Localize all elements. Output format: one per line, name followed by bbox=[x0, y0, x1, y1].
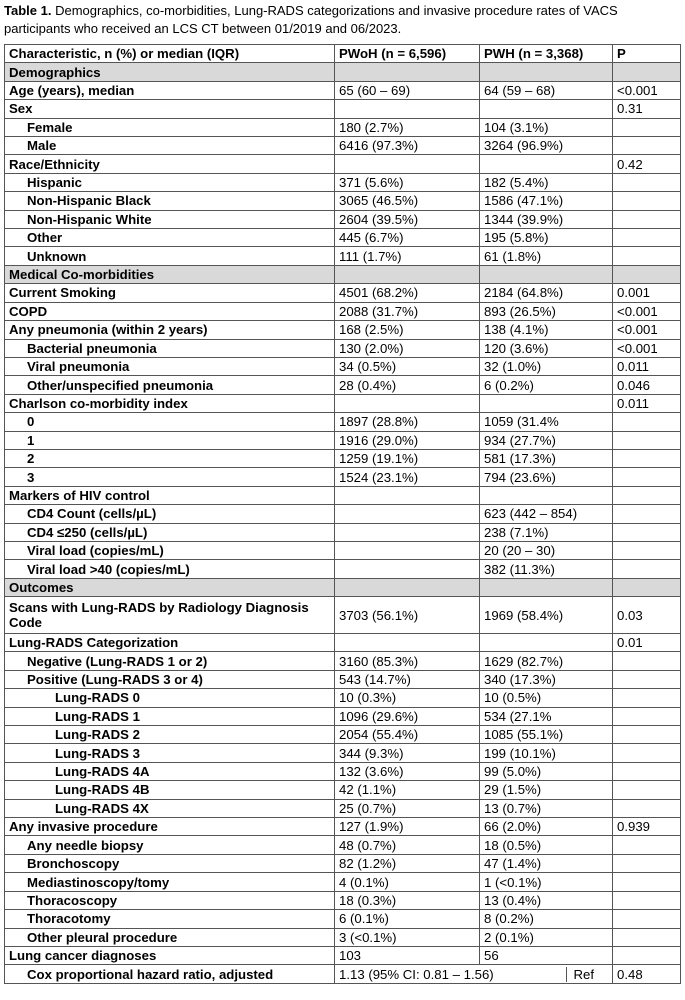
p-value-cell bbox=[613, 946, 681, 964]
pwh-cell: 1586 (47.1%) bbox=[480, 192, 613, 210]
characteristic-cell: 1 bbox=[5, 431, 335, 449]
pwh-cell: 1085 (55.1%) bbox=[480, 726, 613, 744]
p-value-cell: 0.011 bbox=[613, 357, 681, 375]
table-row bbox=[5, 284, 681, 302]
table-row bbox=[5, 670, 681, 688]
table-row bbox=[5, 468, 681, 486]
characteristic-cell: Medical Co-morbidities bbox=[5, 265, 335, 283]
p-value-cell bbox=[613, 670, 681, 688]
pwoh-cell: 48 (0.7%) bbox=[335, 836, 480, 854]
pwoh-cell: 543 (14.7%) bbox=[335, 670, 480, 688]
characteristic-cell: Viral load (copies/mL) bbox=[5, 541, 335, 559]
pwh-cell: 13 (0.7%) bbox=[480, 799, 613, 817]
pwoh-cell: 103 bbox=[335, 946, 480, 964]
table-row bbox=[5, 726, 681, 744]
p-value-cell bbox=[613, 652, 681, 670]
pwoh-cell bbox=[335, 155, 480, 173]
pwh-cell: 934 (27.7%) bbox=[480, 431, 613, 449]
section-row bbox=[5, 578, 681, 596]
table-row bbox=[5, 873, 681, 891]
table-row bbox=[5, 891, 681, 909]
hazard-ratio-values bbox=[339, 967, 608, 982]
table-row bbox=[5, 413, 681, 431]
table-row bbox=[5, 541, 681, 559]
pwh-cell: 61 (1.8%) bbox=[480, 247, 613, 265]
pwoh-cell: 1524 (23.1%) bbox=[335, 468, 480, 486]
pwh-cell bbox=[480, 578, 613, 596]
pwh-cell: 104 (3.1%) bbox=[480, 118, 613, 136]
pwoh-cell: 1259 (19.1%) bbox=[335, 449, 480, 467]
p-value-cell: 0.939 bbox=[613, 818, 681, 836]
pwh-cell bbox=[480, 486, 613, 504]
table-row bbox=[5, 431, 681, 449]
pwoh-cell: 6416 (97.3%) bbox=[335, 137, 480, 155]
pwoh-cell bbox=[335, 541, 480, 559]
characteristic-cell: Lung-RADS 2 bbox=[5, 726, 335, 744]
p-value-cell bbox=[613, 873, 681, 891]
header-p-value: P bbox=[613, 45, 681, 63]
p-value-cell: 0.42 bbox=[613, 155, 681, 173]
pwh-cell bbox=[480, 634, 613, 652]
table-row bbox=[5, 118, 681, 136]
p-value-cell bbox=[613, 449, 681, 467]
p-value-cell bbox=[613, 799, 681, 817]
hazard-ratio-reference: Ref bbox=[566, 967, 608, 982]
p-value-cell bbox=[613, 836, 681, 854]
caption-text: Demographics, co-morbidities, Lung-RADS categorizations and invasive procedure rates of VACS participants who received an LCS CT between 01/2019 and 06/2023. bbox=[4, 3, 618, 36]
table-row bbox=[5, 137, 681, 155]
table-row bbox=[5, 744, 681, 762]
pwh-cell bbox=[480, 155, 613, 173]
p-value-cell bbox=[613, 229, 681, 247]
pwoh-cell: 2088 (31.7%) bbox=[335, 302, 480, 320]
pwh-cell: 623 (442 – 854) bbox=[480, 505, 613, 523]
pwoh-cell bbox=[335, 486, 480, 504]
p-value-cell bbox=[613, 431, 681, 449]
header-pwoh: PWoH (n = 6,596) bbox=[335, 45, 480, 63]
pwoh-cell: 4501 (68.2%) bbox=[335, 284, 480, 302]
p-value-cell bbox=[613, 247, 681, 265]
p-value-cell: 0.31 bbox=[613, 100, 681, 118]
characteristic-cell: Any pneumonia (within 2 years) bbox=[5, 321, 335, 339]
characteristic-cell: Mediastinoscopy/tomy bbox=[5, 873, 335, 891]
pwoh-cell bbox=[335, 523, 480, 541]
pwh-cell: 382 (11.3%) bbox=[480, 560, 613, 578]
table-row bbox=[5, 81, 681, 99]
characteristic-cell: Other/unspecified pneumonia bbox=[5, 376, 335, 394]
characteristic-cell: Outcomes bbox=[5, 578, 335, 596]
pwoh-cell bbox=[335, 265, 480, 283]
pwh-cell: 29 (1.5%) bbox=[480, 781, 613, 799]
section-row bbox=[5, 265, 681, 283]
characteristic-cell: Thoracoscopy bbox=[5, 891, 335, 909]
characteristic-cell: Female bbox=[5, 118, 335, 136]
pwoh-cell: 132 (3.6%) bbox=[335, 762, 480, 780]
characteristic-cell: Negative (Lung-RADS 1 or 2) bbox=[5, 652, 335, 670]
pwh-cell: 199 (10.1%) bbox=[480, 744, 613, 762]
pwh-cell: 13 (0.4%) bbox=[480, 891, 613, 909]
table-row bbox=[5, 357, 681, 375]
pwoh-cell: 130 (2.0%) bbox=[335, 339, 480, 357]
pwh-cell: 195 (5.8%) bbox=[480, 229, 613, 247]
p-value-cell bbox=[613, 854, 681, 872]
hazard-ratio-pwoh: 1.13 (95% CI: 0.81 – 1.56) bbox=[339, 966, 494, 982]
p-value-cell: <0.001 bbox=[613, 81, 681, 99]
header-pwh: PWH (n = 3,368) bbox=[480, 45, 613, 63]
characteristic-cell: Hispanic bbox=[5, 173, 335, 191]
table-row bbox=[5, 339, 681, 357]
pwh-cell: 1 (<0.1%) bbox=[480, 873, 613, 891]
table-row bbox=[5, 965, 681, 983]
pwoh-cell: 28 (0.4%) bbox=[335, 376, 480, 394]
table-row bbox=[5, 818, 681, 836]
pwoh-cell: 1096 (29.6%) bbox=[335, 707, 480, 725]
characteristic-cell: Charlson co-morbidity index bbox=[5, 394, 335, 412]
p-value-cell: <0.001 bbox=[613, 302, 681, 320]
table-row bbox=[5, 707, 681, 725]
pwh-cell: 66 (2.0%) bbox=[480, 818, 613, 836]
characteristic-cell: Other bbox=[5, 229, 335, 247]
p-value-cell bbox=[613, 413, 681, 431]
characteristic-cell: Lung cancer diagnoses bbox=[5, 946, 335, 964]
pwh-cell: 534 (27.1% bbox=[480, 707, 613, 725]
pwh-cell: 120 (3.6%) bbox=[480, 339, 613, 357]
pwh-cell: 10 (0.5%) bbox=[480, 689, 613, 707]
pwoh-cell: 127 (1.9%) bbox=[335, 818, 480, 836]
pwoh-cell: 1916 (29.0%) bbox=[335, 431, 480, 449]
pwoh-cell: 371 (5.6%) bbox=[335, 173, 480, 191]
pwoh-cell: 65 (60 – 69) bbox=[335, 81, 480, 99]
table-row bbox=[5, 910, 681, 928]
characteristic-cell: Non-Hispanic Black bbox=[5, 192, 335, 210]
p-value-cell bbox=[613, 762, 681, 780]
pwh-cell bbox=[480, 100, 613, 118]
table-caption bbox=[4, 2, 680, 38]
p-value-cell bbox=[613, 137, 681, 155]
caption-label: Table 1. bbox=[4, 3, 52, 18]
pwoh-cell bbox=[335, 505, 480, 523]
p-value-cell bbox=[613, 744, 681, 762]
characteristic-cell: Viral pneumonia bbox=[5, 357, 335, 375]
characteristic-cell: Lung-RADS 4B bbox=[5, 781, 335, 799]
p-value-cell bbox=[613, 541, 681, 559]
table-row bbox=[5, 394, 681, 412]
characteristic-cell: Age (years), median bbox=[5, 81, 335, 99]
table-row bbox=[5, 321, 681, 339]
pwh-cell: 1629 (82.7%) bbox=[480, 652, 613, 670]
table-row bbox=[5, 100, 681, 118]
characteristic-cell: COPD bbox=[5, 302, 335, 320]
pwoh-cell: 3703 (56.1%) bbox=[335, 597, 480, 634]
characteristic-cell: Cox proportional hazard ratio, adjusted bbox=[5, 965, 335, 983]
pwh-cell: 32 (1.0%) bbox=[480, 357, 613, 375]
table-row bbox=[5, 302, 681, 320]
pwoh-cell: 25 (0.7%) bbox=[335, 799, 480, 817]
pwh-cell: 1969 (58.4%) bbox=[480, 597, 613, 634]
p-value-cell bbox=[613, 468, 681, 486]
pwh-cell: 47 (1.4%) bbox=[480, 854, 613, 872]
section-row bbox=[5, 63, 681, 81]
characteristic-cell: Thoracotomy bbox=[5, 910, 335, 928]
p-value-cell: 0.48 bbox=[613, 965, 681, 983]
table-row bbox=[5, 836, 681, 854]
characteristic-cell: Lung-RADS 0 bbox=[5, 689, 335, 707]
table-row bbox=[5, 597, 681, 634]
pwh-cell: 340 (17.3%) bbox=[480, 670, 613, 688]
p-value-cell: 0.01 bbox=[613, 634, 681, 652]
table-row bbox=[5, 652, 681, 670]
p-value-cell bbox=[613, 118, 681, 136]
characteristic-cell: Bronchoscopy bbox=[5, 854, 335, 872]
characteristic-cell: Lung-RADS 3 bbox=[5, 744, 335, 762]
pwoh-cell: 2054 (55.4%) bbox=[335, 726, 480, 744]
pwh-cell: 1059 (31.4% bbox=[480, 413, 613, 431]
p-value-cell bbox=[613, 707, 681, 725]
pwoh-cell: 6 (0.1%) bbox=[335, 910, 480, 928]
pwh-cell: 138 (4.1%) bbox=[480, 321, 613, 339]
pwh-cell: 893 (26.5%) bbox=[480, 302, 613, 320]
pwoh-cell bbox=[335, 560, 480, 578]
p-value-cell bbox=[613, 910, 681, 928]
pwh-cell: 20 (20 – 30) bbox=[480, 541, 613, 559]
p-value-cell bbox=[613, 173, 681, 191]
pwoh-cell: 82 (1.2%) bbox=[335, 854, 480, 872]
table-row bbox=[5, 247, 681, 265]
characteristic-cell: Bacterial pneumonia bbox=[5, 339, 335, 357]
p-value-cell: <0.001 bbox=[613, 321, 681, 339]
pwoh-cell: 4 (0.1%) bbox=[335, 873, 480, 891]
p-value-cell: 0.03 bbox=[613, 597, 681, 634]
pwoh-cell: 3160 (85.3%) bbox=[335, 652, 480, 670]
p-value-cell bbox=[613, 928, 681, 946]
table-row bbox=[5, 634, 681, 652]
characteristic-cell: Male bbox=[5, 137, 335, 155]
characteristic-cell: Unknown bbox=[5, 247, 335, 265]
characteristic-cell: Race/Ethnicity bbox=[5, 155, 335, 173]
p-value-cell: 0.011 bbox=[613, 394, 681, 412]
characteristic-cell: 2 bbox=[5, 449, 335, 467]
characteristic-cell: CD4 Count (cells/µL) bbox=[5, 505, 335, 523]
characteristic-cell: Current Smoking bbox=[5, 284, 335, 302]
p-value-cell: 0.046 bbox=[613, 376, 681, 394]
hazard-ratio-cell bbox=[335, 965, 613, 983]
pwoh-cell: 3065 (46.5%) bbox=[335, 192, 480, 210]
pwoh-cell bbox=[335, 394, 480, 412]
characteristic-cell: Lung-RADS Categorization bbox=[5, 634, 335, 652]
demographics-table bbox=[4, 44, 681, 984]
pwoh-cell bbox=[335, 100, 480, 118]
characteristic-cell: Sex bbox=[5, 100, 335, 118]
p-value-cell bbox=[613, 505, 681, 523]
table-row bbox=[5, 560, 681, 578]
table-row bbox=[5, 928, 681, 946]
p-value-cell bbox=[613, 726, 681, 744]
pwoh-cell: 180 (2.7%) bbox=[335, 118, 480, 136]
pwh-cell: 18 (0.5%) bbox=[480, 836, 613, 854]
pwh-cell: 182 (5.4%) bbox=[480, 173, 613, 191]
table-header-row bbox=[5, 45, 681, 63]
characteristic-cell: Viral load >40 (copies/mL) bbox=[5, 560, 335, 578]
header-characteristic: Characteristic, n (%) or median (IQR) bbox=[5, 45, 335, 63]
p-value-cell bbox=[613, 689, 681, 707]
table-row bbox=[5, 229, 681, 247]
pwh-cell bbox=[480, 63, 613, 81]
table-row bbox=[5, 781, 681, 799]
characteristic-cell: Lung-RADS 4X bbox=[5, 799, 335, 817]
characteristic-cell: Markers of HIV control bbox=[5, 486, 335, 504]
pwh-cell: 1344 (39.9%) bbox=[480, 210, 613, 228]
table-row bbox=[5, 376, 681, 394]
p-value-cell bbox=[613, 265, 681, 283]
table-row bbox=[5, 210, 681, 228]
table-body bbox=[5, 45, 681, 984]
table-row bbox=[5, 486, 681, 504]
pwh-cell: 581 (17.3%) bbox=[480, 449, 613, 467]
pwoh-cell: 42 (1.1%) bbox=[335, 781, 480, 799]
table-row bbox=[5, 173, 681, 191]
pwoh-cell: 34 (0.5%) bbox=[335, 357, 480, 375]
p-value-cell bbox=[613, 210, 681, 228]
pwh-cell: 794 (23.6%) bbox=[480, 468, 613, 486]
pwoh-cell bbox=[335, 63, 480, 81]
pwh-cell: 56 bbox=[480, 946, 613, 964]
table-row bbox=[5, 155, 681, 173]
p-value-cell bbox=[613, 192, 681, 210]
characteristic-cell: CD4 ≤250 (cells/µL) bbox=[5, 523, 335, 541]
table-row bbox=[5, 762, 681, 780]
p-value-cell: <0.001 bbox=[613, 339, 681, 357]
table-row bbox=[5, 192, 681, 210]
pwh-cell: 3264 (96.9%) bbox=[480, 137, 613, 155]
characteristic-cell: Scans with Lung-RADS by Radiology Diagnosis Code bbox=[5, 597, 335, 634]
characteristic-cell: Any needle biopsy bbox=[5, 836, 335, 854]
p-value-cell bbox=[613, 486, 681, 504]
pwoh-cell: 344 (9.3%) bbox=[335, 744, 480, 762]
pwh-cell: 64 (59 – 68) bbox=[480, 81, 613, 99]
pwoh-cell: 168 (2.5%) bbox=[335, 321, 480, 339]
p-value-cell bbox=[613, 560, 681, 578]
pwh-cell: 2 (0.1%) bbox=[480, 928, 613, 946]
p-value-cell bbox=[613, 578, 681, 596]
pwoh-cell: 2604 (39.5%) bbox=[335, 210, 480, 228]
pwh-cell: 6 (0.2%) bbox=[480, 376, 613, 394]
pwoh-cell: 445 (6.7%) bbox=[335, 229, 480, 247]
characteristic-cell: Positive (Lung-RADS 3 or 4) bbox=[5, 670, 335, 688]
pwh-cell: 8 (0.2%) bbox=[480, 910, 613, 928]
pwh-cell: 2184 (64.8%) bbox=[480, 284, 613, 302]
pwoh-cell: 3 (<0.1%) bbox=[335, 928, 480, 946]
pwoh-cell bbox=[335, 578, 480, 596]
pwoh-cell: 1897 (28.8%) bbox=[335, 413, 480, 431]
p-value-cell bbox=[613, 891, 681, 909]
pwh-cell: 99 (5.0%) bbox=[480, 762, 613, 780]
table-row bbox=[5, 505, 681, 523]
characteristic-cell: Lung-RADS 1 bbox=[5, 707, 335, 725]
pwh-cell bbox=[480, 394, 613, 412]
table-row bbox=[5, 854, 681, 872]
pwh-cell bbox=[480, 265, 613, 283]
characteristic-cell: Any invasive procedure bbox=[5, 818, 335, 836]
table-row bbox=[5, 523, 681, 541]
pwoh-cell: 18 (0.3%) bbox=[335, 891, 480, 909]
characteristic-cell: Lung-RADS 4A bbox=[5, 762, 335, 780]
table-row bbox=[5, 799, 681, 817]
characteristic-cell: Other pleural procedure bbox=[5, 928, 335, 946]
characteristic-cell: 0 bbox=[5, 413, 335, 431]
pwh-cell: 238 (7.1%) bbox=[480, 523, 613, 541]
characteristic-cell: 3 bbox=[5, 468, 335, 486]
characteristic-cell: Demographics bbox=[5, 63, 335, 81]
p-value-cell bbox=[613, 523, 681, 541]
table-row bbox=[5, 449, 681, 467]
characteristic-cell: Non-Hispanic White bbox=[5, 210, 335, 228]
pwoh-cell bbox=[335, 634, 480, 652]
p-value-cell bbox=[613, 63, 681, 81]
table-row bbox=[5, 689, 681, 707]
pwoh-cell: 111 (1.7%) bbox=[335, 247, 480, 265]
pwoh-cell: 10 (0.3%) bbox=[335, 689, 480, 707]
p-value-cell: 0.001 bbox=[613, 284, 681, 302]
p-value-cell bbox=[613, 781, 681, 799]
table-row bbox=[5, 946, 681, 964]
